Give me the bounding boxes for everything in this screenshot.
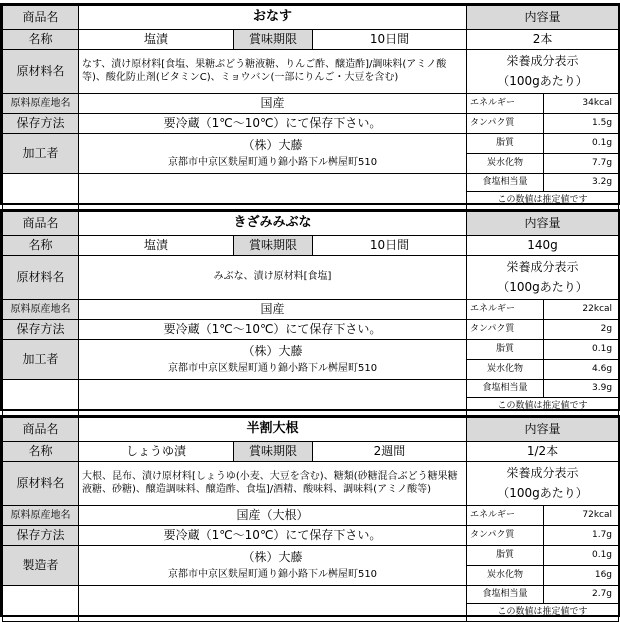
storage-header: 保存方法: [3, 320, 79, 340]
nutrition-label-fat: 脂質: [467, 340, 544, 360]
nutrition-label-carbs: 炭水化物: [467, 566, 544, 586]
nutrition-value-salt: 3.2g: [544, 174, 619, 192]
contents-value: 2本: [467, 30, 619, 50]
contents-value: 140g: [467, 236, 619, 256]
maker-address: 京都市中京区麩屋町通り錦小路下ル桝屋町510: [167, 568, 378, 580]
nutrition-per: （100gあたり）: [497, 73, 588, 88]
nutrition-header: [467, 50, 619, 94]
blank-cell: [79, 586, 467, 622]
nutrition-value-salt: 2.7g: [544, 586, 619, 604]
blank-header-cell: [3, 174, 79, 210]
nutrition-label-carbs: 炭水化物: [467, 360, 544, 380]
ingredients-text: みぶな、漬け原材料[食塩]: [213, 271, 332, 283]
nutrition-label-salt: 食塩相当量: [467, 586, 544, 604]
nutrition-label-salt: 食塩相当量: [467, 174, 544, 192]
maker-header: 加工者: [3, 340, 79, 380]
maker-cell: [79, 546, 467, 586]
nutrition-value-protein: 1.7g: [544, 526, 619, 546]
nutrition-value-protein: 2g: [544, 320, 619, 340]
nutrition-label-salt: 食塩相当量: [467, 380, 544, 398]
nutrition-value-carbs: 7.7g: [544, 154, 619, 174]
product-name: 半割大根: [79, 418, 467, 442]
maker-header: 製造者: [3, 546, 79, 586]
product-name-header: 商品名: [3, 212, 79, 236]
nutrition-value-fat: 0.1g: [544, 134, 619, 154]
ingredients-header: 原材料名: [3, 256, 79, 300]
storage-value: 要冷蔵（1℃～10℃）にて保存下さい。: [79, 320, 467, 340]
best-before-period: 2週間: [313, 442, 467, 462]
nutrition-label-protein: タンパク質: [467, 526, 544, 546]
contents-header: 内容量: [467, 6, 619, 30]
label-table: [2, 5, 619, 210]
estimate-note: この数値は推定値です: [467, 604, 619, 622]
nutrition-title: 栄養成分表示: [506, 466, 579, 481]
ingredients-cell: [79, 256, 467, 300]
product-name-header: 商品名: [3, 6, 79, 30]
nutrition-label-energy: エネルギー: [467, 300, 544, 320]
name-header: 名称: [3, 236, 79, 256]
origin-value: 国産（大根）: [79, 506, 467, 526]
name-header: 名称: [3, 30, 79, 50]
name-header: 名称: [3, 442, 79, 462]
nutrition-per: （100gあたり）: [497, 279, 588, 294]
storage-value: 要冷蔵（1℃～10℃）にて保存下さい。: [79, 526, 467, 546]
maker-name: （株）大藤: [242, 137, 303, 152]
ingredients-text: 大根、昆布、漬け原材料[しょうゆ(小麦、大豆を含む)、糖類(砂糖混合ぶどう糖果糖液糖、砂糖)、醸造調味料、醸造酢、食塩]/酒精、酸味料、調味料(アミノ酸等): [82, 471, 458, 495]
nutrition-value-energy: 34kcal: [544, 94, 619, 114]
ingredients-cell: [79, 50, 467, 94]
maker-name: （株）大藤: [242, 549, 303, 564]
product-name-header: 商品名: [3, 418, 79, 442]
maker-cell: [79, 340, 467, 380]
maker-name: （株）大藤: [242, 343, 303, 358]
product-type: 塩漬: [79, 236, 234, 256]
contents-header: 内容量: [467, 418, 619, 442]
best-before-header: 賞味期限: [234, 236, 313, 256]
blank-header-cell: [3, 586, 79, 622]
maker-address: 京都市中京区麩屋町通り錦小路下ル桝屋町510: [167, 156, 378, 168]
storage-value: 要冷蔵（1℃～10℃）にて保存下さい。: [79, 114, 467, 134]
estimate-note: この数値は推定値です: [467, 398, 619, 416]
nutrition-value-fat: 0.1g: [544, 546, 619, 566]
origin-header: 原料原産地名: [3, 300, 79, 320]
nutrition-label-carbs: 炭水化物: [467, 154, 544, 174]
blank-header-cell: [3, 380, 79, 416]
origin-header: 原料原産地名: [3, 506, 79, 526]
maker-cell: [79, 134, 467, 174]
maker-header: 加工者: [3, 134, 79, 174]
ingredients-text: なす、漬け原材料[食塩、果糖ぶどう糖液糖、りんご酢、醸造酢]/調味料(アミノ酸等)、酸化防止剤(ビタミンC)、ミョウバン(一部にりんご・大豆を含む): [82, 59, 447, 83]
nutrition-value-energy: 22kcal: [544, 300, 619, 320]
label-table: [2, 417, 619, 622]
nutrition-header: [467, 256, 619, 300]
best-before-header: 賞味期限: [234, 442, 313, 462]
blank-cell: [79, 174, 467, 210]
nutrition-value-fat: 0.1g: [544, 340, 619, 360]
estimate-note: この数値は推定値です: [467, 192, 619, 210]
nutrition-label-protein: タンパク質: [467, 114, 544, 134]
best-before-period: 10日間: [313, 236, 467, 256]
nutrition-value-protein: 1.5g: [544, 114, 619, 134]
ingredients-cell: [79, 462, 467, 506]
origin-value: 国産: [79, 300, 467, 320]
ingredients-header: 原材料名: [3, 50, 79, 94]
best-before-period: 10日間: [313, 30, 467, 50]
nutrition-per: （100gあたり）: [497, 485, 588, 500]
nutrition-label-energy: エネルギー: [467, 506, 544, 526]
nutrition-title: 栄養成分表示: [506, 54, 579, 69]
storage-header: 保存方法: [3, 114, 79, 134]
nutrition-value-carbs: 16g: [544, 566, 619, 586]
product-type: しょうゆ漬: [79, 442, 234, 462]
nutrition-label-fat: 脂質: [467, 134, 544, 154]
label-table: [2, 211, 619, 416]
blank-cell: [79, 380, 467, 416]
product-label-1: [0, 3, 620, 205]
nutrition-value-energy: 72kcal: [544, 506, 619, 526]
product-name: きざみみぶな: [79, 212, 467, 236]
best-before-header: 賞味期限: [234, 30, 313, 50]
product-label-3: [0, 415, 620, 617]
storage-header: 保存方法: [3, 526, 79, 546]
nutrition-value-carbs: 4.6g: [544, 360, 619, 380]
product-type: 塩漬: [79, 30, 234, 50]
contents-header: 内容量: [467, 212, 619, 236]
origin-header: 原料原産地名: [3, 94, 79, 114]
product-name: おなす: [79, 6, 467, 30]
nutrition-value-salt: 3.9g: [544, 380, 619, 398]
ingredients-header: 原材料名: [3, 462, 79, 506]
origin-value: 国産: [79, 94, 467, 114]
nutrition-label-fat: 脂質: [467, 546, 544, 566]
nutrition-label-energy: エネルギー: [467, 94, 544, 114]
nutrition-title: 栄養成分表示: [506, 260, 579, 275]
product-label-2: [0, 209, 620, 411]
maker-address: 京都市中京区麩屋町通り錦小路下ル桝屋町510: [167, 362, 378, 374]
contents-value: 1/2本: [467, 442, 619, 462]
nutrition-label-protein: タンパク質: [467, 320, 544, 340]
nutrition-header: [467, 462, 619, 506]
